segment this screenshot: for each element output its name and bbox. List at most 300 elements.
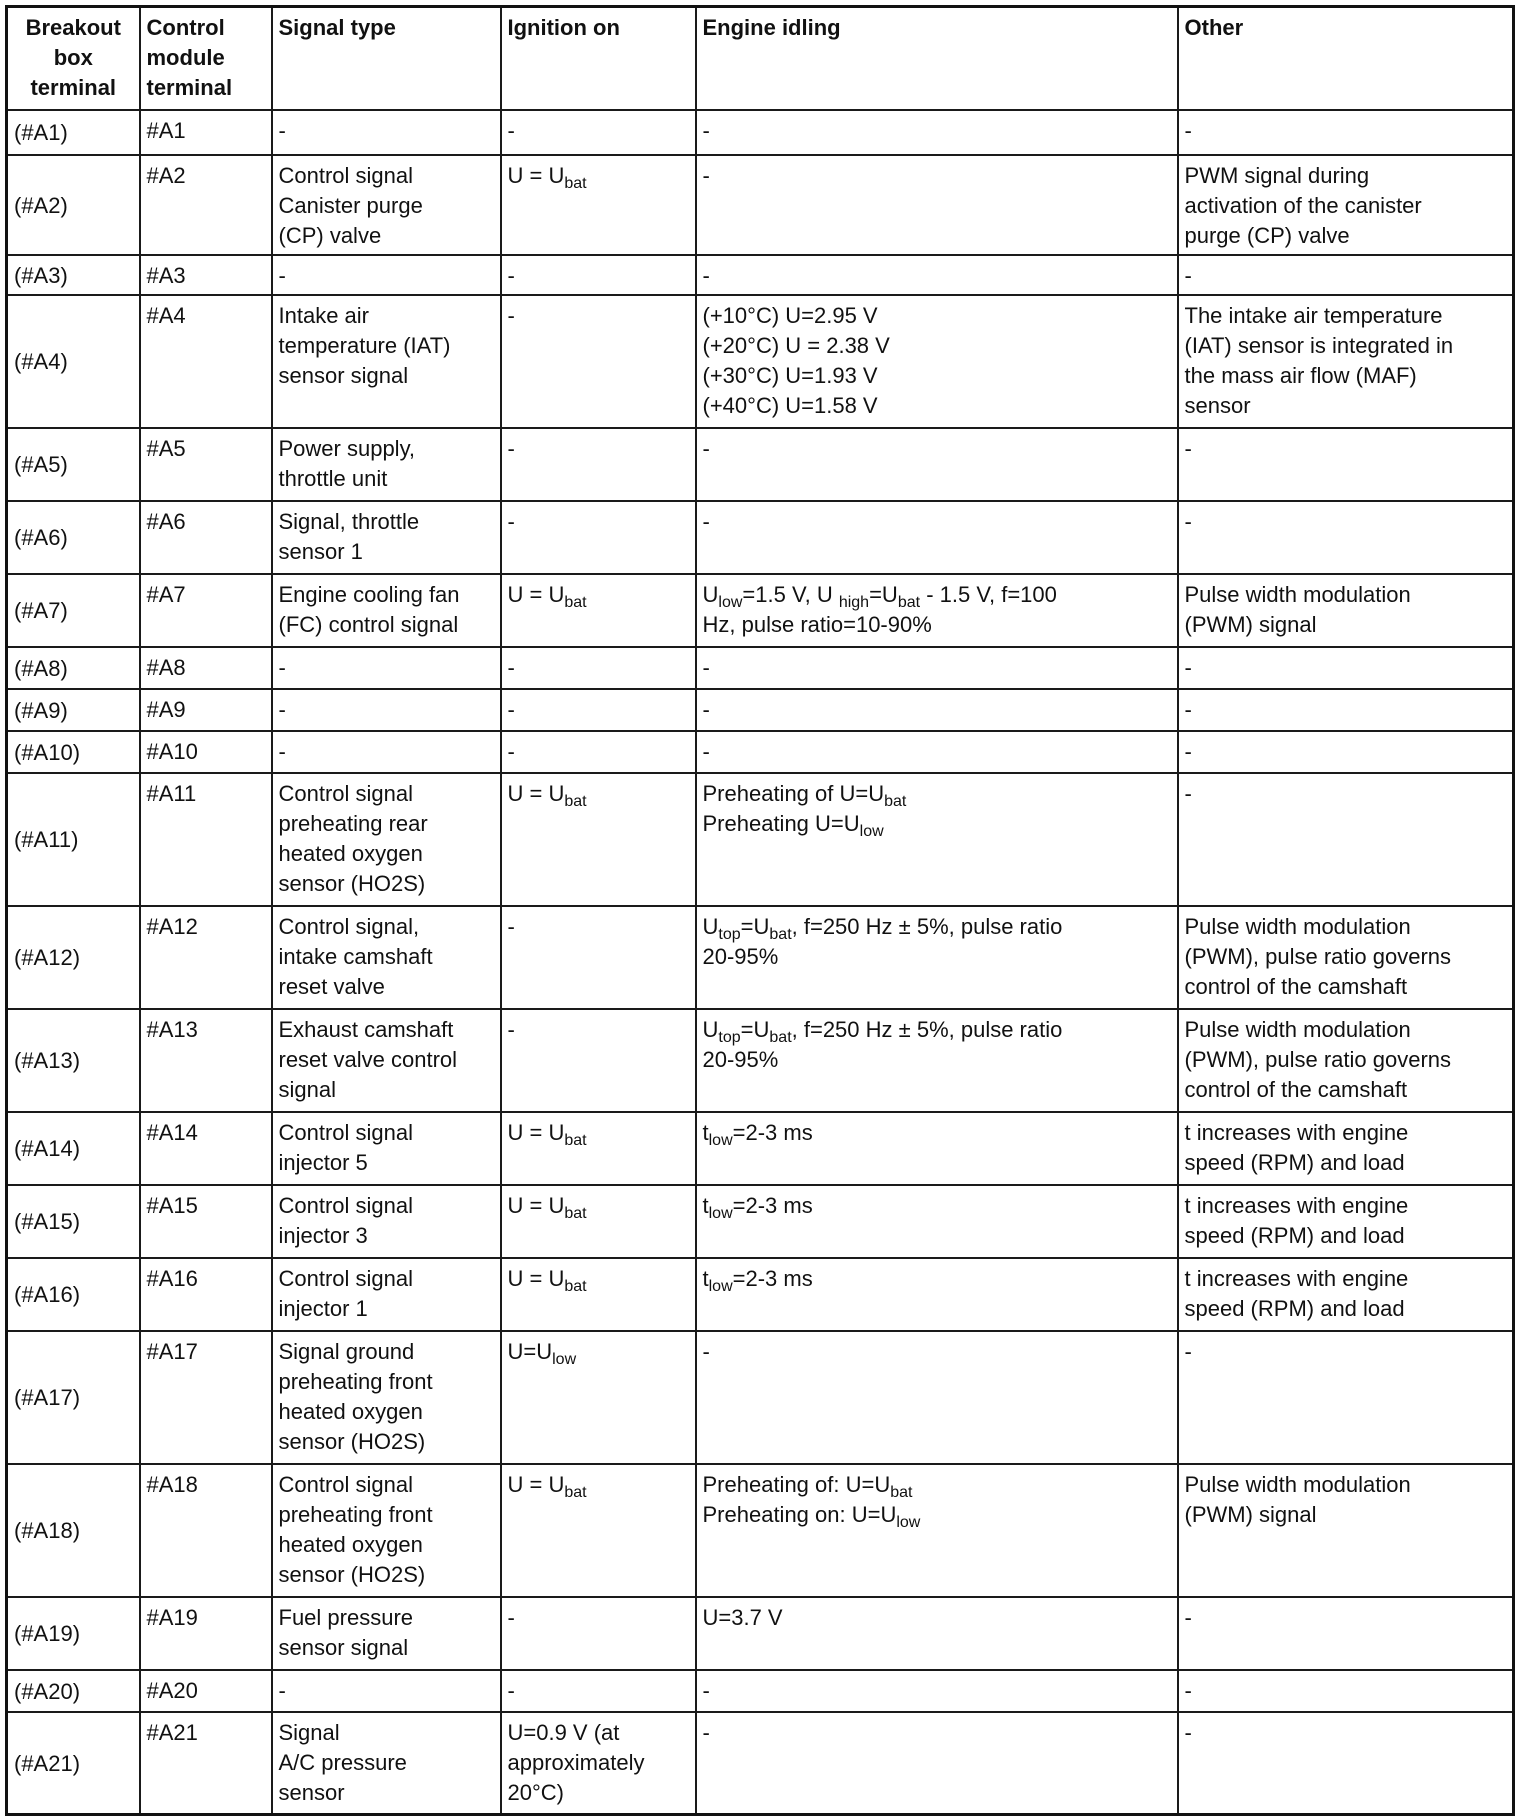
cell-line	[14, 1383, 133, 1413]
cell-line	[147, 912, 265, 942]
cell-line	[703, 391, 1171, 421]
table-row	[7, 1112, 1514, 1185]
cell-engine-idling	[696, 255, 1178, 295]
cell-other	[1178, 574, 1514, 647]
text: (#A15)	[14, 1209, 81, 1234]
header-text: terminal	[146, 75, 233, 100]
text: -	[507, 696, 515, 722]
text: #A4	[146, 302, 186, 328]
subscript: bat	[564, 1131, 587, 1149]
cell-other	[1178, 1185, 1514, 1258]
cell-line	[279, 1748, 494, 1778]
header-control-module-terminal	[140, 7, 272, 110]
cell-line	[147, 116, 265, 146]
text: =U	[869, 581, 898, 607]
text: #A15	[146, 1192, 198, 1218]
cell-line	[279, 839, 494, 869]
cell-line	[1185, 942, 1507, 972]
text: sensor	[1184, 392, 1251, 418]
cell-line	[703, 1470, 1171, 1500]
cell-line	[703, 161, 1171, 191]
cell-line	[279, 161, 494, 191]
cell-engine-idling	[696, 1670, 1178, 1712]
cell-line	[147, 1470, 265, 1500]
cell-line	[279, 779, 494, 809]
cell-line	[508, 580, 689, 610]
subscript: top	[718, 1028, 741, 1046]
text: -	[507, 1604, 515, 1630]
cell-line	[279, 1264, 494, 1294]
text: Pulse width modulation	[1184, 1471, 1411, 1497]
cell-line	[279, 1560, 494, 1590]
table-row	[7, 1009, 1514, 1112]
cell-ignition-on	[501, 255, 696, 295]
cell-control-module-terminal	[140, 110, 272, 155]
cell-line	[14, 347, 133, 377]
cell-line	[14, 1280, 133, 1310]
text: (+10°C) U=2.95 V	[702, 302, 878, 328]
text: #A3	[146, 262, 186, 288]
subscript: top	[718, 925, 741, 943]
cell-line	[279, 912, 494, 942]
cell-breakout-box-terminal	[7, 773, 140, 906]
cell-line	[279, 464, 494, 494]
cell-line	[147, 1718, 265, 1748]
text: Fuel pressure	[278, 1604, 414, 1630]
cell-engine-idling	[696, 1185, 1178, 1258]
text: heated oxygen	[278, 840, 423, 866]
cell-line	[14, 450, 133, 480]
cell-line	[1185, 331, 1507, 361]
cell-line	[14, 118, 133, 148]
subscript: low	[859, 822, 884, 840]
text: -	[507, 654, 515, 680]
cell-breakout-box-terminal	[7, 689, 140, 731]
text: (#A16)	[14, 1282, 81, 1307]
text: (#A17)	[14, 1385, 81, 1410]
cell-ignition-on	[501, 574, 696, 647]
text: (PWM) signal	[1184, 611, 1317, 637]
cell-signal-type	[272, 773, 501, 906]
text: Intake air	[278, 302, 369, 328]
text: (PWM) signal	[1184, 1501, 1317, 1527]
cell-line	[1185, 779, 1507, 809]
cell-breakout-box-terminal	[7, 1009, 140, 1112]
text: (#A18)	[14, 1518, 81, 1543]
subscript: low	[708, 1277, 733, 1295]
cell-line	[508, 434, 689, 464]
cell-engine-idling	[696, 1464, 1178, 1597]
text: =2-3 ms	[732, 1265, 813, 1291]
cell-other	[1178, 1597, 1514, 1670]
cell-engine-idling	[696, 1009, 1178, 1112]
cell-signal-type	[272, 1331, 501, 1464]
text: (#A9)	[14, 697, 68, 723]
cell-control-module-terminal	[140, 1597, 272, 1670]
text: #A2	[146, 162, 186, 188]
cell-control-module-terminal	[140, 773, 272, 906]
cell-line	[147, 737, 265, 767]
cell-line	[703, 116, 1171, 146]
subscript: bat	[564, 1277, 587, 1295]
cell-line	[1185, 1221, 1507, 1251]
cell-line	[1185, 1264, 1507, 1294]
cell-line	[279, 737, 494, 767]
cell-line	[279, 1676, 494, 1706]
cell-line	[279, 1367, 494, 1397]
cell-line	[279, 1778, 494, 1808]
text: sensor signal	[278, 1634, 409, 1660]
cell-ignition-on	[501, 1331, 696, 1464]
cell-other	[1178, 1712, 1514, 1815]
cell-other	[1178, 1670, 1514, 1712]
text: -	[702, 1677, 710, 1703]
cell-breakout-box-terminal	[7, 155, 140, 255]
cell-line	[147, 1676, 265, 1706]
text: -	[278, 696, 286, 722]
cell-line	[147, 1337, 265, 1367]
cell-line	[1185, 1015, 1507, 1045]
text: (+40°C) U=1.58 V	[702, 392, 878, 418]
table-row	[7, 1597, 1514, 1670]
cell-control-module-terminal	[140, 1331, 272, 1464]
cell-line	[508, 1748, 689, 1778]
table-row	[7, 1185, 1514, 1258]
cell-line	[1185, 695, 1507, 725]
cell-engine-idling	[696, 155, 1178, 255]
cell-signal-type	[272, 731, 501, 773]
cell-line	[703, 1500, 1171, 1530]
cell-signal-type	[272, 1185, 501, 1258]
text: Engine cooling fan	[278, 581, 460, 607]
cell-line	[508, 301, 689, 331]
cell-signal-type	[272, 295, 501, 428]
cell-line	[508, 507, 689, 537]
cell-line	[147, 261, 265, 291]
header-text: Control	[146, 15, 225, 40]
cell-signal-type	[272, 1712, 501, 1815]
cell-other	[1178, 906, 1514, 1009]
cell-signal-type	[272, 428, 501, 501]
subscript: bat	[769, 925, 792, 943]
text: speed (RPM) and load	[1184, 1222, 1405, 1248]
cell-line	[508, 1191, 689, 1221]
text: U = U	[507, 1471, 565, 1497]
subscript: bat	[897, 593, 921, 611]
cell-signal-type	[272, 155, 501, 255]
cell-breakout-box-terminal	[7, 1112, 140, 1185]
text: Control signal	[278, 162, 414, 188]
text: #A7	[146, 581, 186, 607]
text: (#A20)	[14, 1678, 81, 1704]
subscript: bat	[564, 792, 587, 810]
text: =U	[740, 913, 770, 939]
text: (#A11)	[14, 827, 79, 852]
cell-line	[14, 1207, 133, 1237]
cell-line	[703, 912, 1171, 942]
cell-control-module-terminal	[140, 689, 272, 731]
cell-line	[279, 1718, 494, 1748]
table-row	[7, 255, 1514, 295]
cell-line	[279, 331, 494, 361]
cell-line	[703, 434, 1171, 464]
cell-line	[279, 809, 494, 839]
text: sensor signal	[278, 362, 409, 388]
cell-line	[279, 1530, 494, 1560]
header-text: box	[53, 45, 93, 70]
text: , f=250 Hz ± 5%, pulse ratio	[791, 1016, 1063, 1042]
text: (+30°C) U=1.93 V	[702, 362, 878, 388]
cell-line	[1185, 221, 1507, 251]
cell-line	[703, 301, 1171, 331]
cell-signal-type	[272, 1670, 501, 1712]
text: U	[702, 581, 719, 607]
cell-line	[279, 191, 494, 221]
subscript: bat	[564, 1483, 587, 1501]
text: Signal	[278, 1719, 340, 1745]
cell-engine-idling	[696, 773, 1178, 906]
cell-line	[703, 1676, 1171, 1706]
text: reset valve control	[278, 1046, 458, 1072]
text: 20-95%	[702, 943, 779, 969]
text: -	[702, 162, 710, 188]
cell-signal-type	[272, 110, 501, 155]
text: Canister purge	[278, 192, 423, 218]
text: -	[1184, 780, 1192, 806]
cell-line	[279, 942, 494, 972]
cell-line	[1185, 434, 1507, 464]
text: -	[702, 117, 710, 143]
text: (#A21)	[14, 1750, 81, 1776]
cell-line	[703, 1015, 1171, 1045]
text: #A5	[146, 435, 186, 461]
text: (FC) control signal	[278, 611, 459, 637]
cell-signal-type	[272, 1112, 501, 1185]
text: -	[702, 696, 710, 722]
cell-line	[147, 1603, 265, 1633]
text: #A10	[146, 738, 198, 764]
text: -	[278, 738, 286, 764]
text: (+20°C) U = 2.38 V	[702, 332, 890, 358]
cell-line	[279, 610, 494, 640]
cell-line	[279, 972, 494, 1002]
cell-line	[147, 779, 265, 809]
text: t increases with engine	[1184, 1119, 1409, 1145]
cell-signal-type	[272, 255, 501, 295]
cell-line	[279, 116, 494, 146]
cell-engine-idling	[696, 1258, 1178, 1331]
text: (#A6)	[14, 525, 68, 550]
cell-ignition-on	[501, 1009, 696, 1112]
cell-engine-idling	[696, 647, 1178, 689]
cell-line	[279, 1221, 494, 1251]
text: -	[1184, 1604, 1192, 1630]
text: -	[507, 435, 515, 461]
cell-line	[279, 580, 494, 610]
cell-line	[1185, 1075, 1507, 1105]
text: Control signal	[278, 780, 414, 806]
text: -	[278, 654, 286, 680]
cell-line	[14, 1677, 133, 1707]
cell-other	[1178, 501, 1514, 574]
cell-other	[1178, 1112, 1514, 1185]
text: U = U	[507, 581, 565, 607]
cell-line	[279, 261, 494, 291]
text: injector 1	[278, 1295, 368, 1321]
cell-line	[703, 1264, 1171, 1294]
cell-signal-type	[272, 647, 501, 689]
cell-control-module-terminal	[140, 501, 272, 574]
cell-signal-type	[272, 906, 501, 1009]
table-row	[7, 501, 1514, 574]
cell-breakout-box-terminal	[7, 255, 140, 295]
cell-line	[1185, 610, 1507, 640]
text: U = U	[507, 780, 565, 806]
text: U = U	[507, 1119, 565, 1145]
cell-breakout-box-terminal	[7, 1185, 140, 1258]
cell-line	[14, 523, 133, 553]
text: purge (CP) valve	[1184, 222, 1350, 248]
header-row	[7, 7, 1514, 110]
text: heated oxygen	[278, 1398, 423, 1424]
text: =2-3 ms	[732, 1119, 813, 1145]
header-text: Ignition on	[507, 15, 620, 40]
text: Preheating of: U=U	[702, 1471, 891, 1497]
cell-line	[1185, 737, 1507, 767]
text: -	[507, 738, 515, 764]
cell-line	[703, 261, 1171, 291]
cell-control-module-terminal	[140, 647, 272, 689]
cell-line	[279, 1015, 494, 1045]
header-breakout-box-terminal	[7, 7, 140, 110]
text: #A18	[146, 1471, 198, 1497]
cell-line	[147, 1118, 265, 1148]
cell-line	[147, 161, 265, 191]
cell-signal-type	[272, 1009, 501, 1112]
cell-line	[279, 434, 494, 464]
text: sensor 1	[278, 538, 363, 564]
text: 20-95%	[702, 1046, 779, 1072]
cell-line	[1185, 1470, 1507, 1500]
text: Exhaust camshaft	[278, 1016, 454, 1042]
cell-line	[703, 942, 1171, 972]
cell-line	[703, 507, 1171, 537]
cell-ignition-on	[501, 295, 696, 428]
text: -	[278, 1677, 286, 1703]
text: -	[278, 262, 286, 288]
subscript: low	[708, 1131, 733, 1149]
cell-line	[508, 779, 689, 809]
cell-line	[147, 1015, 265, 1045]
cell-line	[279, 653, 494, 683]
cell-ignition-on	[501, 110, 696, 155]
cell-line	[1185, 301, 1507, 331]
text: -	[1184, 508, 1192, 534]
text: Pulse width modulation	[1184, 581, 1411, 607]
cell-line	[14, 191, 133, 221]
cell-engine-idling	[696, 110, 1178, 155]
cell-engine-idling	[696, 428, 1178, 501]
cell-line	[1185, 1045, 1507, 1075]
text: (#A4)	[14, 349, 68, 374]
table-body	[7, 110, 1514, 1815]
text: (IAT) sensor is integrated in	[1184, 332, 1454, 358]
cell-other	[1178, 110, 1514, 155]
cell-control-module-terminal	[140, 295, 272, 428]
text: U = U	[507, 1265, 565, 1291]
text: (#A2)	[14, 192, 68, 218]
cell-line	[703, 610, 1171, 640]
cell-ignition-on	[501, 501, 696, 574]
text: speed (RPM) and load	[1184, 1149, 1405, 1175]
cell-breakout-box-terminal	[7, 1464, 140, 1597]
cell-line	[703, 653, 1171, 683]
text: Control signal	[278, 1192, 414, 1218]
cell-ignition-on	[501, 1464, 696, 1597]
cell-other	[1178, 773, 1514, 906]
text: -	[507, 913, 515, 939]
cell-line	[1185, 116, 1507, 146]
cell-ignition-on	[501, 773, 696, 906]
text: -	[1184, 1677, 1192, 1703]
text: the mass air flow (MAF)	[1184, 362, 1417, 388]
cell-line	[703, 1603, 1171, 1633]
cell-line	[508, 1118, 689, 1148]
cell-line	[703, 331, 1171, 361]
text: Signal, throttle	[278, 508, 420, 534]
cell-other	[1178, 1258, 1514, 1331]
text: Preheating on: U=U	[702, 1501, 897, 1527]
cell-line	[508, 161, 689, 191]
header-text: Breakout	[25, 15, 121, 40]
cell-line	[1185, 912, 1507, 942]
terminal-signal-table	[5, 5, 1515, 1816]
text: (#A19)	[14, 1621, 81, 1646]
table-row	[7, 574, 1514, 647]
text: sensor (HO2S)	[278, 870, 426, 896]
cell-line	[279, 1633, 494, 1663]
cell-line	[703, 361, 1171, 391]
header-text: Engine idling	[702, 15, 841, 40]
cell-signal-type	[272, 689, 501, 731]
table-row	[7, 1258, 1514, 1331]
table-row	[7, 1670, 1514, 1712]
cell-line	[703, 809, 1171, 839]
table-row	[7, 295, 1514, 428]
cell-line	[279, 1191, 494, 1221]
cell-line	[147, 434, 265, 464]
cell-line	[1185, 1337, 1507, 1367]
text: , f=250 Hz ± 5%, pulse ratio	[791, 913, 1063, 939]
cell-line	[703, 580, 1171, 610]
text: Control signal,	[278, 913, 420, 939]
text: U=U	[507, 1338, 553, 1364]
cell-ignition-on	[501, 428, 696, 501]
cell-line	[703, 1337, 1171, 1367]
cell-breakout-box-terminal	[7, 731, 140, 773]
cell-engine-idling	[696, 731, 1178, 773]
cell-breakout-box-terminal	[7, 906, 140, 1009]
text: signal	[278, 1076, 336, 1102]
cell-line	[279, 1397, 494, 1427]
cell-line	[1185, 1718, 1507, 1748]
text: t increases with engine	[1184, 1192, 1409, 1218]
cell-line	[147, 1191, 265, 1221]
cell-line	[279, 361, 494, 391]
cell-ignition-on	[501, 689, 696, 731]
text: throttle unit	[278, 465, 388, 491]
cell-line	[508, 912, 689, 942]
